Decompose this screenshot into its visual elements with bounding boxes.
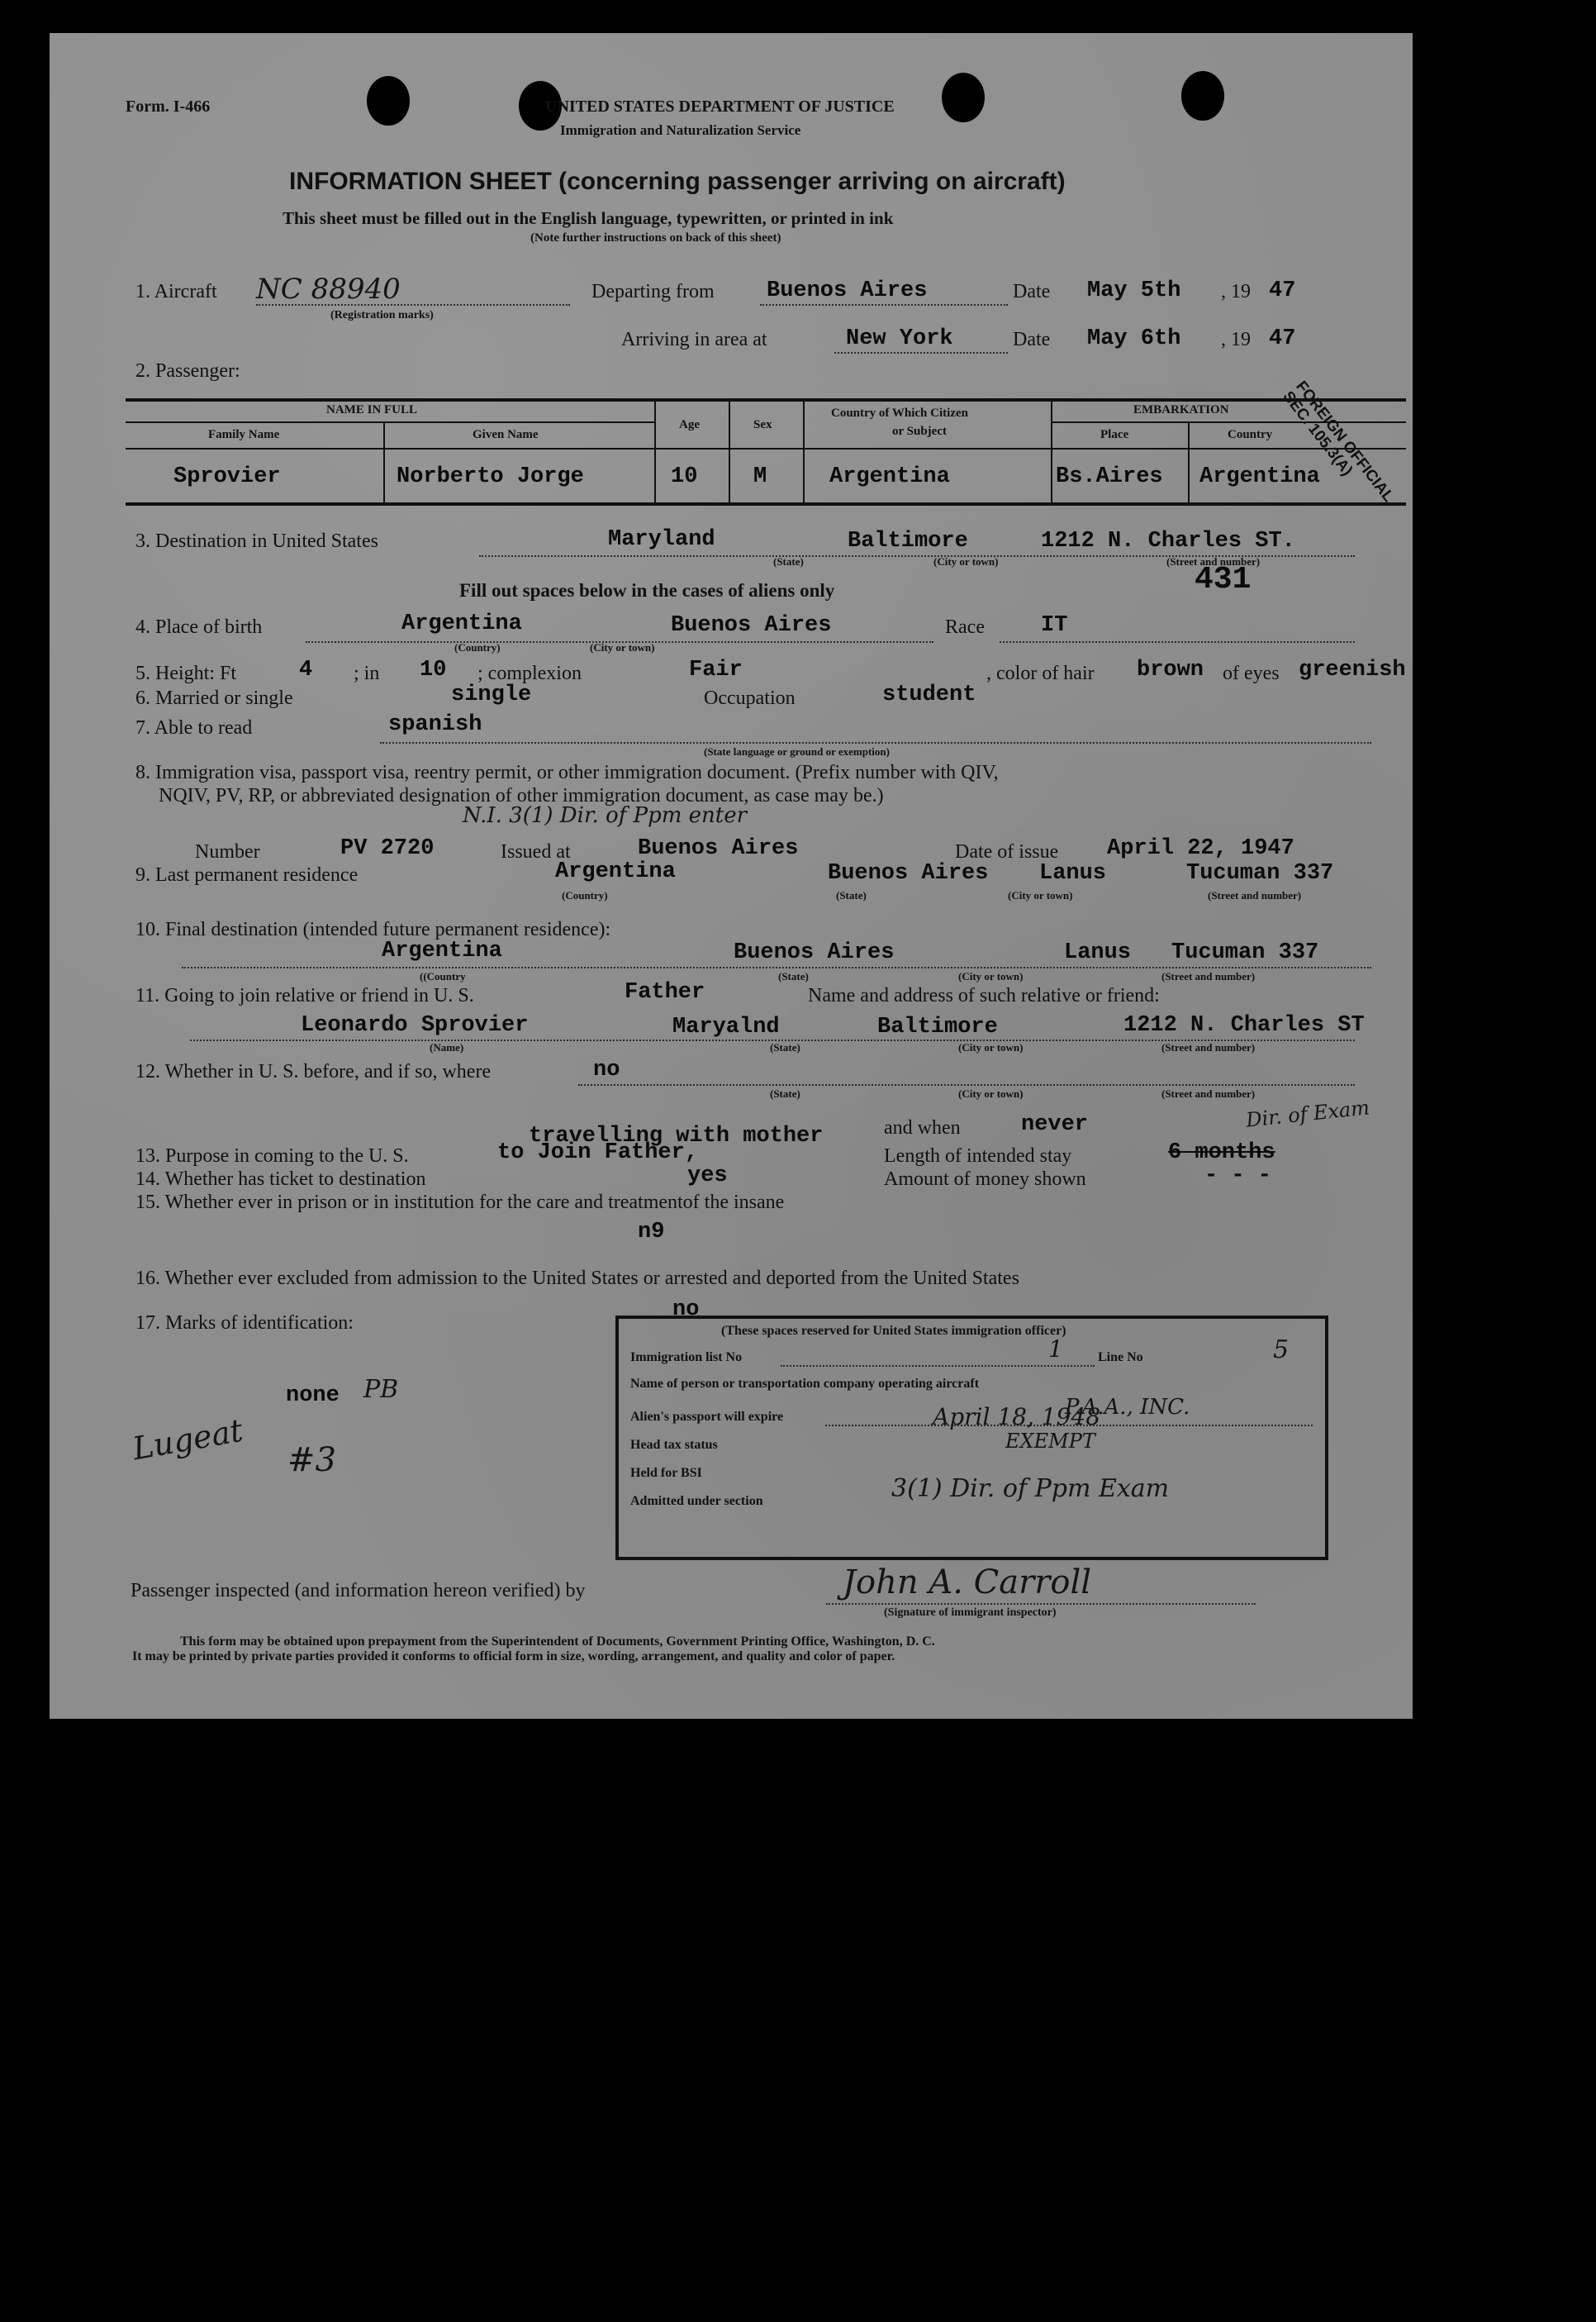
foreign-official-stamp: FOREIGN OFFICIAL SEC. 105.3(A) [1279,378,1398,506]
doc-number-label: Number [195,841,260,863]
caption-street: (Street and number) [1161,1041,1256,1054]
occupation-value: student [882,683,976,707]
embarkation-country: Argentina [1199,464,1320,489]
destination-city: Baltimore [848,529,968,554]
money-value: - - - [1204,1163,1272,1188]
form-instruction: This sheet must be filled out in the English language, typewritten, or printed in ink [283,208,894,228]
caption-street: (Street and number) [1166,555,1261,568]
race-value: IT [1041,613,1068,638]
admitted-label: Admitted under section [630,1494,763,1508]
handwritten-number: #3 [287,1441,336,1479]
document-instruction: 8. Immigration visa, passport visa, reentry permit, or other immigration document. (Prefix number with QIV, [135,762,999,783]
prison-value: n9 [638,1220,665,1244]
form-sheet [50,33,1413,1719]
when-label: and when [884,1117,961,1139]
footer-line-2: It may be printed by private parties provided it conforms to official form in size, wording, arrangement, and quality and color of paper. [132,1649,895,1663]
caption-city: (City or town) [958,1087,1024,1100]
handwritten-margin-note: Dir. of Exam [1244,1096,1371,1132]
dotted-line [826,1603,1256,1605]
height-feet: 4 [299,658,313,683]
caption-city: (City or town) [590,641,655,654]
arriving-area: New York [846,326,953,351]
race-label: Race [945,616,985,638]
passport-expiry-label: Alien's passport will expire [630,1410,784,1424]
residence-country: Argentina [555,859,676,884]
caption-country: (Country) [454,641,501,654]
table-header-rule [126,448,1406,450]
col-header-country: Country of Which Citizen [831,407,968,420]
form-number: Form. I-466 [126,98,211,116]
punch-hole [1181,71,1224,121]
handwritten-note: Lugeat [130,1411,246,1468]
final-street: Tucuman 337 [1171,940,1319,965]
caption-state: (State) [770,1041,800,1054]
residence-street: Tucuman 337 [1186,861,1334,886]
final-destination-label: 10. Final destination (intended future permanent residence): [135,919,611,940]
stamped-number: 431 [1195,562,1252,597]
final-state: Buenos Aires [734,940,895,965]
line-number: 5 [1273,1335,1290,1364]
punch-hole [942,73,985,122]
excluded-label: 16. Whether ever excluded from admission to the United States or arrested and deported from the United States [135,1268,1019,1289]
prison-label: 15. Whether ever in prison or in institution for the care and treatmentof the insane [135,1192,785,1213]
aircraft-label: 1. Aircraft [135,281,217,302]
occupation-label: Occupation [704,688,796,709]
arriving-label: Arriving in area at [621,329,767,350]
arrive-date: May 6th [1087,326,1181,351]
punch-hole [367,76,410,126]
passport-expiry: April 18, 1948 [933,1403,1101,1430]
depart-date-label: Date [1013,281,1051,302]
arrive-year-prefix: , 19 [1221,329,1251,350]
given-name: Norberto Jorge [397,464,584,489]
complexion-value: Fair [689,658,743,683]
dotted-line [182,967,1371,968]
arrive-year: 47 [1269,326,1296,351]
residence-state: Buenos Aires [828,861,989,886]
issue-date: April 22, 1947 [1107,836,1294,861]
marital-label: 6. Married or single [135,688,293,709]
caption-state: (State) [773,555,804,568]
relative-relation: Father [625,980,705,1005]
birthplace-label: 4. Place of birth [135,616,263,638]
final-country: Argentina [382,939,502,964]
arrive-date-label: Date [1013,329,1051,350]
inches-label: ; in [354,663,380,684]
caption-name: (Name) [430,1041,464,1054]
marks-label: 17. Marks of identification: [135,1312,354,1334]
destination-street: 1212 N. Charles ST. [1041,529,1295,554]
purpose-value: to Join Father, [497,1140,699,1165]
relative-name: Leonardo Sprovier [301,1013,529,1038]
ticket-value: yes [687,1163,728,1188]
dotted-line [760,304,1008,306]
table-top-rule [126,398,1406,402]
birth-city: Buenos Aires [671,613,832,638]
final-city: Lanus [1064,940,1132,965]
age-value: 10 [671,464,698,489]
family-name: Sprovier [173,464,281,489]
read-caption: (State language or ground or exemption) [704,745,890,758]
bsi-label: Held for BSI [630,1466,702,1480]
marks-value: none [286,1383,340,1408]
eye-color: greenish [1299,658,1406,683]
footer-line-1: This form may be obtained upon prepayment from the Superintendent of Documents, Government Printing Office, Washington, D. C. [180,1634,935,1649]
excluded-value: no [672,1297,700,1322]
dotted-line [380,742,1371,744]
residence-city: Lanus [1039,861,1107,886]
issued-at: Buenos Aires [638,836,799,861]
stay-length: 6 months [1168,1140,1275,1165]
col-header-age: Age [679,418,700,431]
caption-city: (City or town) [1008,889,1073,902]
col-header-given-name: Given Name [473,428,539,441]
department-name: UNITED STATES DEPARTMENT OF JUSTICE [545,98,895,116]
prior-visit-where: no [593,1058,620,1082]
aircraft-registration: NC 88940 [256,273,401,306]
relative-city: Baltimore [877,1015,998,1040]
embarkation-place: Bs.Aires [1056,464,1163,489]
table-column-rule [803,400,805,502]
caption-street: (Street and number) [1161,1087,1256,1100]
caption-country: (Country) [562,889,608,902]
purpose-extra: travelling with mother [529,1124,824,1149]
read-language: spanish [388,712,482,737]
col-header-name-in-full: NAME IN FULL [326,403,418,416]
inspection-label: Passenger inspected (and information hereon verified) by [131,1580,586,1601]
table-mid-rule [1051,421,1406,423]
table-column-rule [729,400,730,502]
caption-city: (City or town) [958,970,1024,983]
doc-number: PV 2720 [340,836,435,861]
birth-country: Argentina [401,611,522,636]
caption-state: (State) [836,889,867,902]
caption-state: (State) [778,970,809,983]
sex-value: M [753,464,767,489]
destination-state: Maryland [608,527,715,552]
caption-street: (Street and number) [1161,970,1256,983]
hair-color: brown [1137,658,1204,683]
stay-label: Length of intended stay [884,1145,1072,1167]
purpose-label: 13. Purpose in coming to the U. S. [135,1145,409,1167]
join-relative-label: 11. Going to join relative or friend in U. S. [135,985,474,1006]
col-header-sex: Sex [753,418,772,431]
prior-visit-when: never [1021,1112,1089,1137]
destination-label: 3. Destination in United States [135,531,378,552]
signature-caption: (Signature of immigrant inspector) [884,1606,1057,1619]
caption-street: (Street and number) [1208,889,1302,902]
marital-status: single [451,683,532,707]
height-inches: 10 [420,658,447,683]
passenger-label: 2. Passenger: [135,360,240,382]
depart-year: 47 [1269,278,1296,303]
caption-country: ((Country [420,970,466,983]
dotted-line [256,304,570,306]
line-number-label: Line No [1098,1350,1143,1364]
form-note: (Note further instructions on back of this sheet) [530,231,781,245]
box-title: (These spaces reserved for United States immigration officer) [721,1324,1066,1338]
ticket-label: 14. Whether has ticket to destination [135,1168,426,1190]
depart-date: May 5th [1087,278,1181,303]
caption-city: (City or town) [958,1041,1024,1054]
departing-from: Buenos Aires [767,278,928,303]
official-use-box [615,1316,1328,1560]
table-column-rule [1051,400,1052,502]
list-number: 1 [1048,1335,1063,1363]
table-column-rule [1188,423,1190,502]
company-name: P.A.A., INC. [1065,1395,1190,1420]
dotted-line [578,1084,1355,1086]
col-header-embarkation: EMBARKATION [1133,403,1229,416]
registration-caption: (Registration marks) [330,309,434,321]
col-header-country-2: or Subject [892,425,947,438]
aliens-note: Fill out spaces below in the cases of aliens only [459,580,835,601]
eyes-label: of eyes [1223,663,1280,684]
admitted-section: 3(1) Dir. of Ppm Exam [891,1474,1170,1503]
handwritten-doc-note: N.I. 3(1) Dir. of Ppm enter [463,803,748,828]
complexion-label: ; complexion [477,663,582,684]
caption-city: (City or town) [933,555,999,568]
caption-state: (State) [770,1087,800,1100]
table-column-rule [383,423,385,502]
col-header-family-name: Family Name [208,428,280,441]
document-instruction-2: NQIV, PV, RP, or abbreviated designation of other immigration document, as case may be.) [159,785,884,807]
issue-date-label: Date of issue [955,841,1059,863]
head-tax-status: EXEMPT [1005,1430,1095,1453]
relative-street: 1212 N. Charles ST [1123,1013,1365,1038]
hair-label: , color of hair [986,663,1095,684]
handwritten-initials: PB [363,1375,399,1404]
table-bottom-rule [126,502,1406,506]
prior-visit-label: 12. Whether in U. S. before, and if so, where [135,1061,492,1082]
head-tax-label: Head tax status [630,1438,718,1452]
col-header-place: Place [1100,428,1129,441]
money-label: Amount of money shown [884,1168,1086,1190]
relative-name-label: Name and address of such relative or friend: [808,985,1160,1006]
residence-label: 9. Last permanent residence [135,864,359,886]
list-number-label: Immigration list No [630,1350,743,1364]
depart-year-prefix: , 19 [1221,281,1251,302]
company-label: Name of person or transportation company operating aircraft [630,1377,980,1391]
height-label: 5. Height: Ft [135,663,237,684]
inspector-signature: John A. Carroll [843,1563,1092,1601]
relative-state: Maryalnd [672,1015,780,1040]
dotted-line [781,1365,1095,1367]
dotted-line [834,352,1008,354]
dotted-line [1000,641,1355,643]
service-name: Immigration and Naturalization Service [560,122,801,138]
form-title: INFORMATION SHEET (concerning passenger arriving on aircraft) [289,168,1066,195]
table-column-rule [654,400,656,502]
issued-at-label: Issued at [501,841,571,863]
departing-label: Departing from [591,281,715,302]
read-label: 7. Able to read [135,717,253,739]
citizenship: Argentina [829,464,950,489]
table-mid-rule [126,421,654,423]
col-header-emb-country: Country [1228,428,1273,441]
